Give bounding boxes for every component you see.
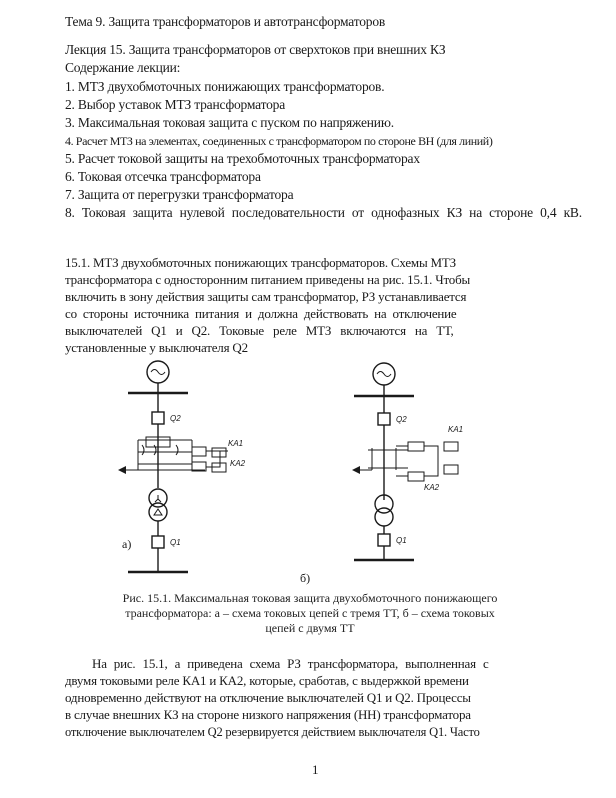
figure-caption-line: цепей с двумя ТТ	[265, 621, 355, 635]
section-line: включить в зону действия защиты сам трансформатор, РЗ устанавливается	[65, 289, 467, 304]
contents-item: 5. Расчет токовой защиты на трехобмоточных трансформаторах	[65, 151, 420, 166]
contents-item: 8. Токовая защита нулевой последовательности от однофазных КЗ на стороне 0,4 кВ.	[65, 205, 582, 220]
section-line: со стороны источника питания и должна действовать на отключение	[65, 306, 457, 321]
relay-ka1	[192, 447, 206, 456]
breaker-q1-label: Q1	[170, 538, 181, 547]
diagram-a-label: а)	[122, 537, 132, 551]
section-line: выключателей Q1 и Q2. Токовые реле МТЗ включаются на ТТ,	[65, 323, 454, 338]
contents-item: 4. Расчет МТЗ на элементах, соединенных с трансформатором по стороне ВН (для линий)	[65, 134, 493, 148]
relay-ka2-label: KA2	[230, 459, 246, 468]
body-line: двумя токовыми реле КА1 и КА2, которые, сработав, с выдержкой времени	[65, 673, 469, 688]
body-line: отключение выключателем Q2 резервируется действием выключателя Q1. Часто	[65, 725, 480, 739]
transformer-lv-winding	[375, 508, 393, 526]
body-line: На рис. 15.1, а приведена схема РЗ трансформатора, выполненная с	[92, 656, 489, 671]
ac-symbol-icon	[151, 370, 165, 375]
contents-item: 3. Максимальная токовая защита с пуском по напряжению.	[65, 115, 394, 130]
contents-item: 7. Защита от перегрузки трансформатора	[65, 187, 294, 202]
section-line: трансформатора с односторонним питанием приведены на рис. 15.1. Чтобы	[65, 272, 471, 287]
ac-symbol-icon	[377, 372, 391, 377]
figure-caption-line: Рис. 15.1. Максимальная токовая защита двухобмоточного понижающего	[122, 591, 498, 605]
page-number: 1	[312, 762, 319, 777]
transformer-lv-winding	[149, 503, 167, 521]
relay-ka2-label: KA2	[424, 483, 440, 492]
body-line: одновременно действуют на отключение выключателей Q1 и Q2. Процессы	[65, 690, 471, 705]
section-line: установленные у выключателя Q2	[65, 340, 248, 355]
current-transformers	[368, 448, 408, 470]
diagram-b	[300, 363, 463, 585]
breaker-q2-label: Q2	[170, 414, 181, 423]
breaker-q1	[152, 536, 164, 548]
contents-item: 1. МТЗ двухобмоточных понижающих трансформаторов.	[65, 79, 385, 94]
contents-label: Содержание лекции:	[65, 60, 181, 75]
relay-ka1-label: KA1	[448, 425, 464, 434]
breaker-q1	[378, 534, 390, 546]
relay-ka1	[408, 442, 424, 451]
contents-item: 6. Токовая отсечка трансформатора	[65, 169, 261, 184]
contents-item: 2. Выбор уставок МТЗ трансформатора	[65, 97, 286, 112]
breaker-q2	[378, 413, 390, 425]
relay-ka2	[408, 472, 424, 481]
lecture-title: Лекция 15. Защита трансформаторов от сверхтоков при внешних КЗ	[65, 42, 446, 57]
relay-ka1-label: KA1	[228, 439, 244, 448]
topic-title: Тема 9. Защита трансформаторов и автотрансформаторов	[65, 14, 386, 29]
breaker-q1-label: Q1	[396, 536, 407, 545]
body-line: в случае внешних КЗ на стороне низкого напряжения (НН) трансформатора	[65, 707, 471, 722]
breaker-q2	[152, 412, 164, 424]
diagram-b-label: б)	[300, 571, 311, 585]
figure-caption-line: трансформатора: а – схема токовых цепей с тремя ТТ, б – схема токовых	[125, 606, 495, 620]
breaker-q2-label: Q2	[396, 415, 407, 424]
diagram-a	[118, 361, 246, 572]
section-line: 15.1. МТЗ двухобмоточных понижающих трансформаторов. Схемы МТЗ	[65, 255, 456, 270]
